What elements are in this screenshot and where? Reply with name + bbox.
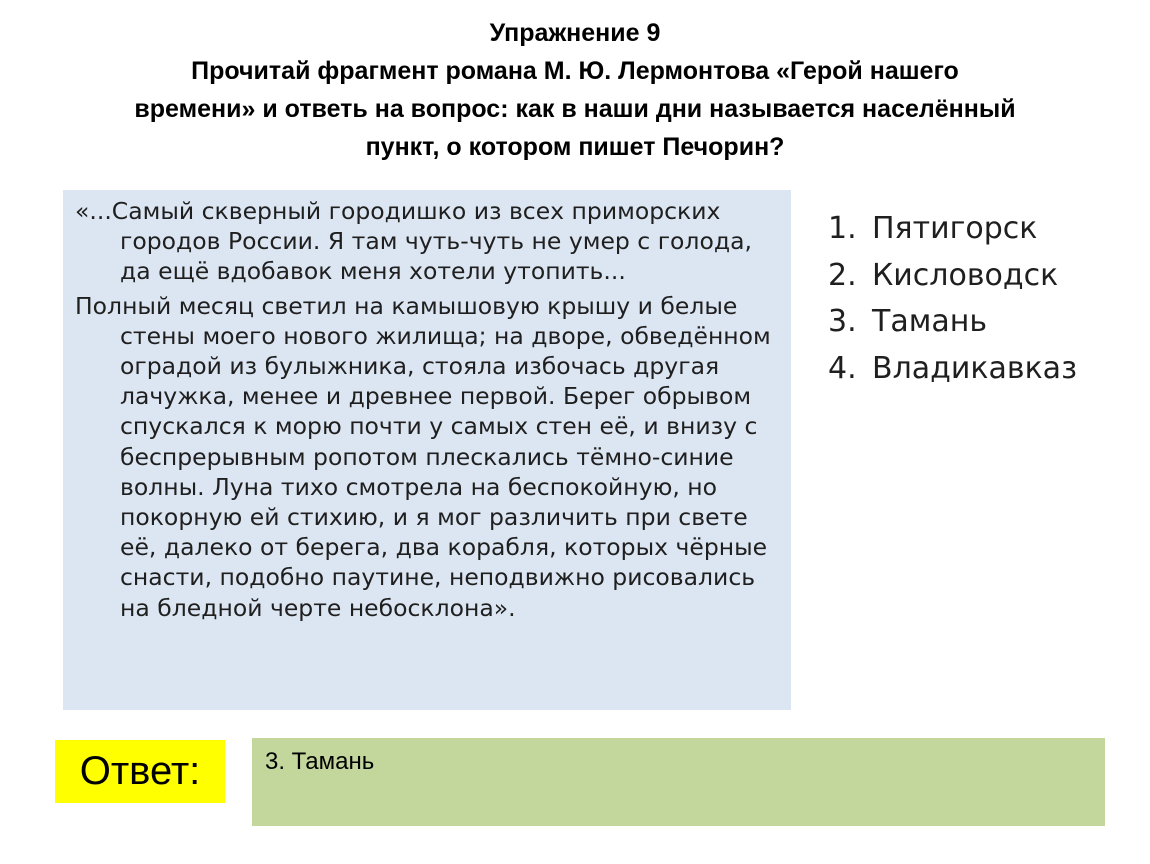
option-number: 1.: [828, 211, 857, 246]
exercise-title-line-2: Прочитай фрагмент романа М. Ю. Лермонтова «Герой нашего: [191, 57, 959, 85]
answer-box: [252, 738, 1105, 826]
option-number: 3.: [828, 304, 857, 339]
novel-excerpt-box: [63, 190, 791, 710]
option-label: Кисловодск: [872, 257, 1059, 293]
option-item: [828, 206, 1077, 253]
option-item: [828, 346, 1077, 393]
option-number: 2.: [828, 257, 857, 293]
exercise-title: [60, 14, 1090, 166]
option-label: Пятигорск: [872, 211, 1038, 246]
excerpt-paragraph-2: Полный месяц светил на камышовую крышу и белые стены моего нового жилища; на дворе, обведённом оградой из булыжника, стояла избочась другая лачужка, менее и древнее первой. Берег обрывом спускался к морю почти у самых стен её, и внизу с беспрерывным ропотом плескались тёмно-синие волны. Луна тихо смотрела на беспокойную, но покорную ей стихию, и я мог различить при свете её, далеко от берега, два корабля, которых чёрные снасти, подобно паутине, неподвижно рисовались на бледной черте небосклона».: [75, 291, 771, 622]
option-number: 4.: [828, 350, 857, 386]
exercise-title-line-4: пункт, о котором пишет Печорин?: [365, 133, 785, 161]
excerpt-paragraph-1: «...Самый скверный городишко из всех приморских городов России. Я там чуть-чуть не умер с голода, да ещё вдобавок меня хотели утопить...: [75, 197, 752, 286]
option-item: [828, 299, 1077, 346]
option-label: Владикавказ: [872, 350, 1078, 386]
option-item: [828, 253, 1077, 300]
exercise-title-line-1: Упражнение 9: [489, 19, 661, 47]
exercise-title-line-3: времени» и ответь на вопрос: как в наши дни называется населённый: [134, 95, 1016, 123]
answer-options-list: [828, 206, 1077, 392]
answer-value: 3. Тамань: [265, 748, 375, 775]
answer-label: Ответ:: [55, 740, 225, 803]
option-label: Тамань: [872, 304, 988, 339]
